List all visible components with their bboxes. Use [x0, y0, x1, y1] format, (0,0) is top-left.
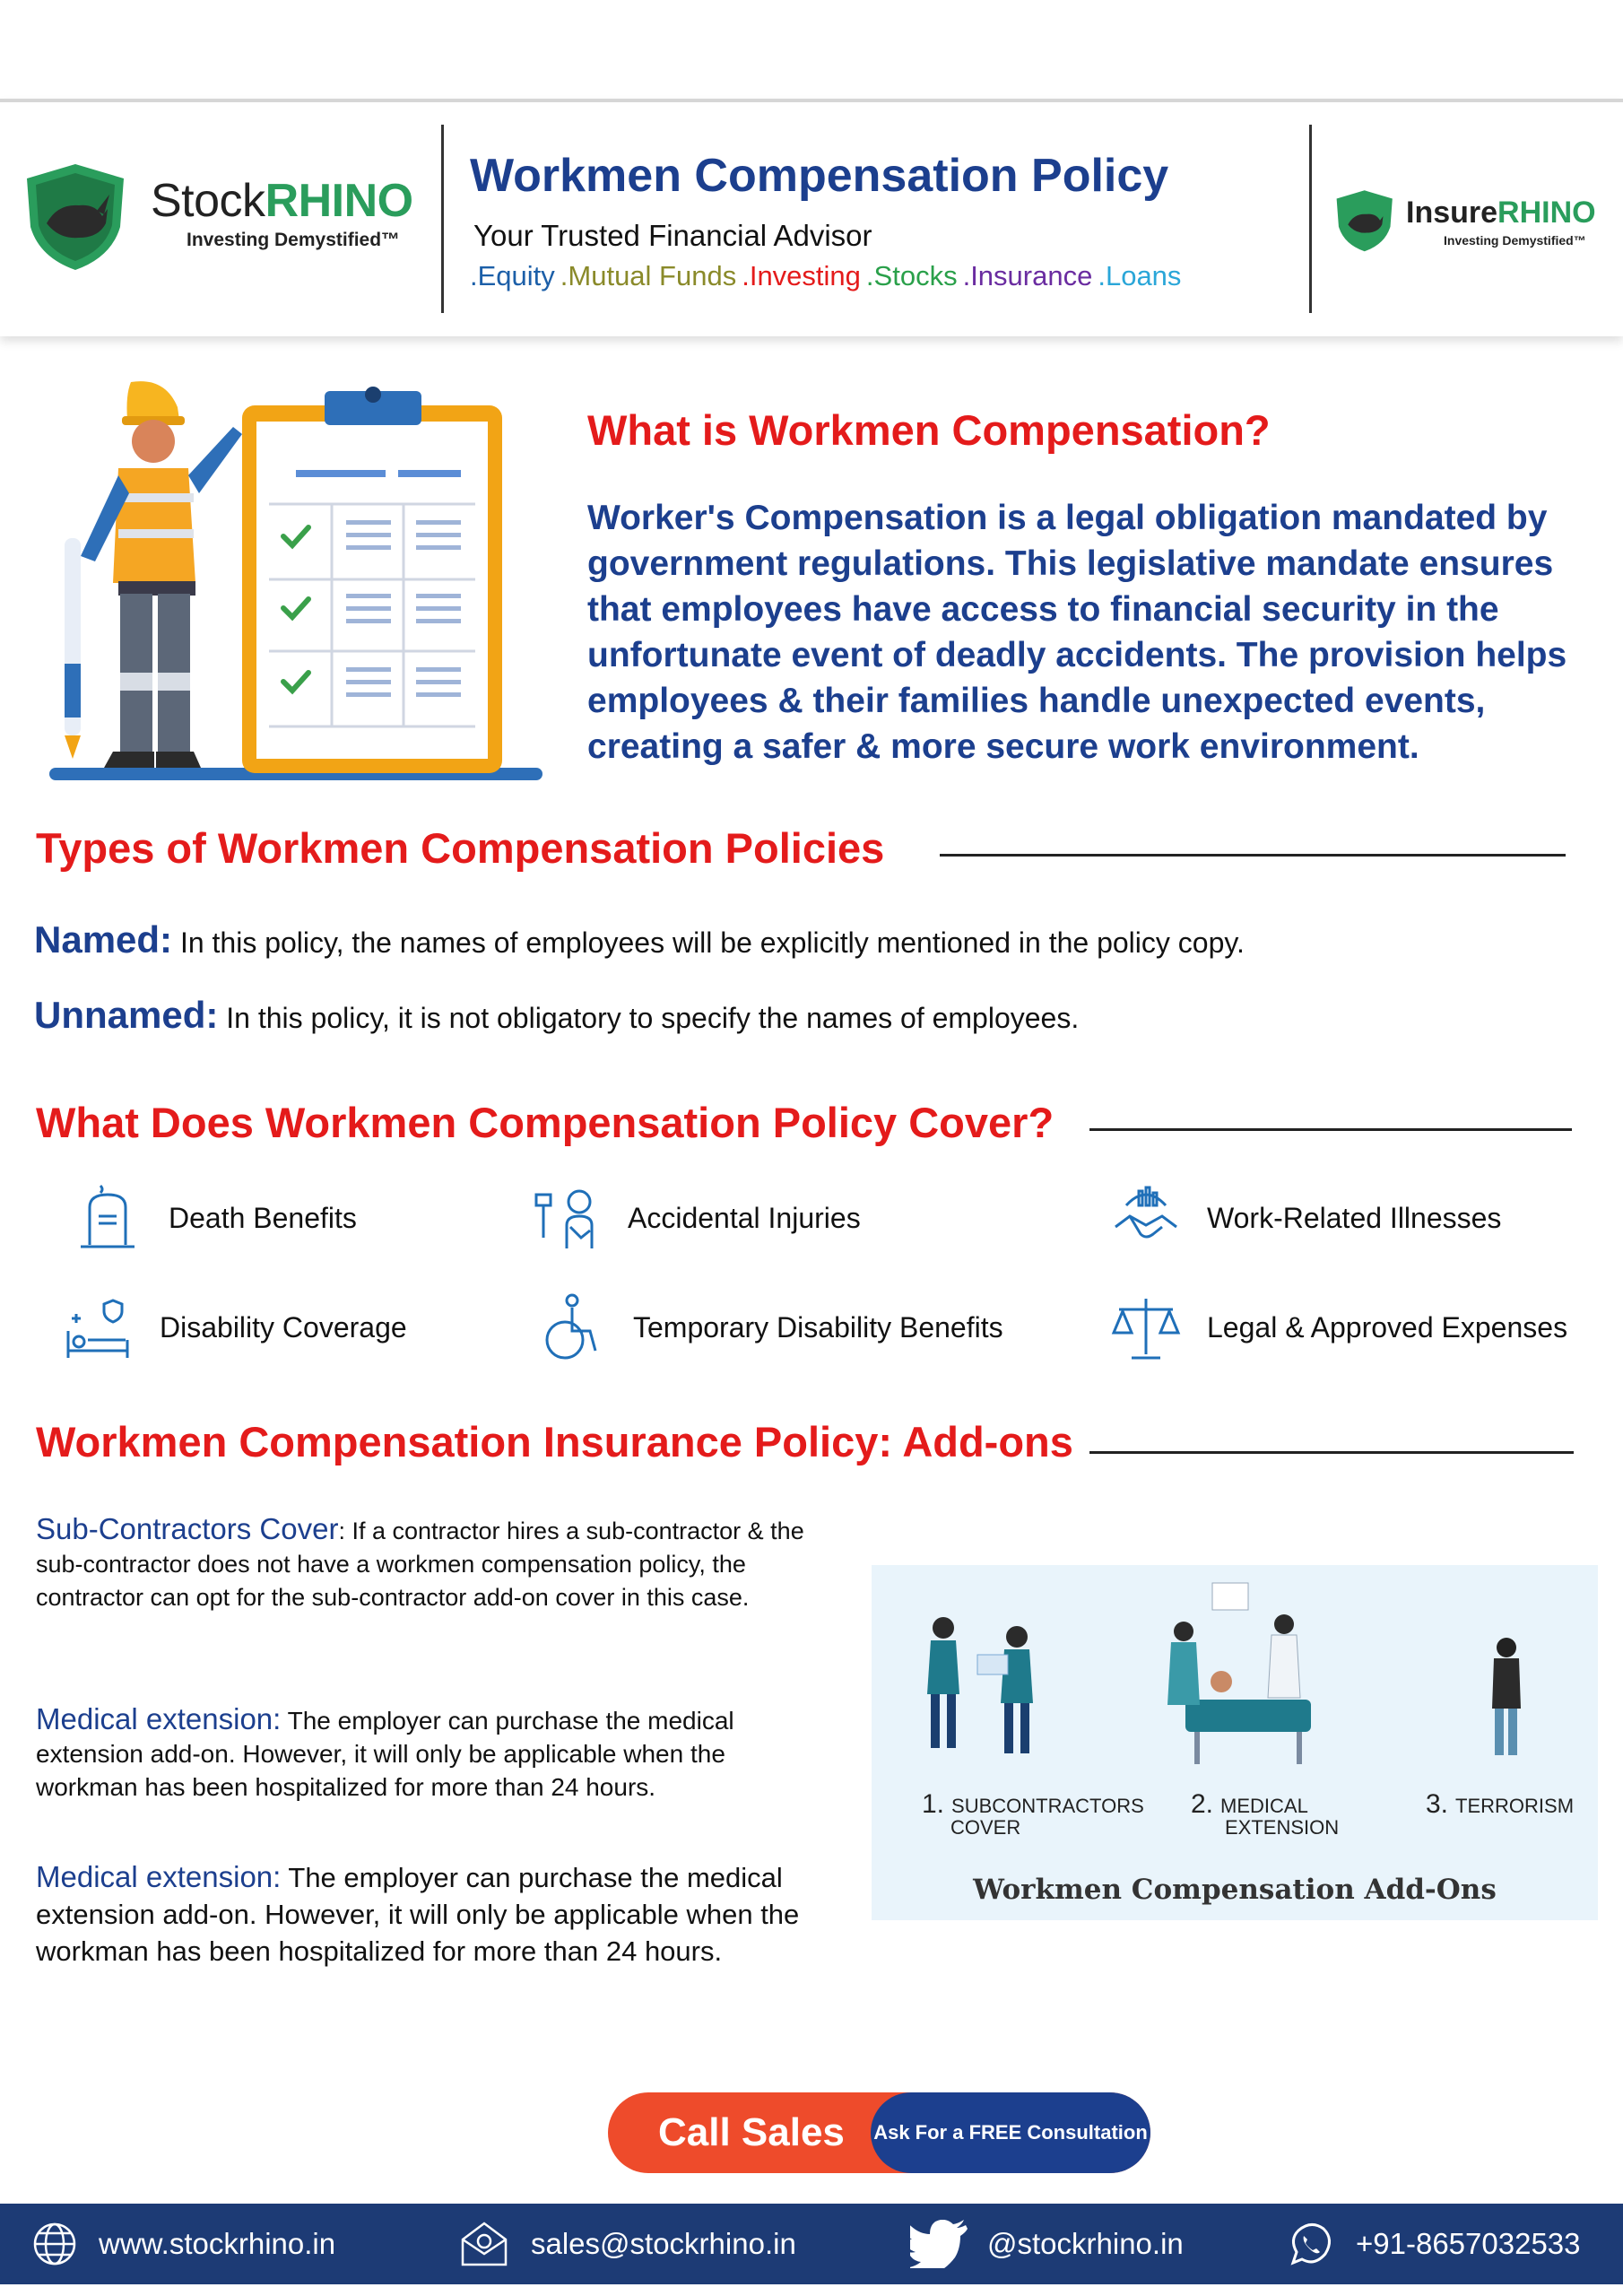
insurerhino-wordmark: InsureRHINO	[1406, 196, 1596, 230]
addons-title: Workmen Compensation Insurance Policy: Add-ons	[36, 1418, 1073, 1465]
addon-heading: Medical extension:	[36, 1860, 282, 1893]
free-consultation-button[interactable]: Ask For a FREE Consultation	[871, 2092, 1150, 2173]
service-links	[470, 260, 1186, 292]
type-unnamed	[34, 994, 1079, 1037]
types-title: Types of Workmen Compensation Policies	[36, 824, 885, 872]
coverage-label: Accidental Injuries	[628, 1201, 861, 1234]
twitter-icon	[910, 2220, 968, 2268]
contact-footer	[0, 2204, 1623, 2284]
addon-caption: 3. TERRORISM	[1426, 1789, 1575, 1819]
service-link-stocks[interactable]: .Stocks	[865, 260, 958, 291]
website-link[interactable]	[30, 2204, 335, 2284]
addon-text: The employer can purchase the medical extension add-on. However, it will only be applicable when the workman has been hospitalized for more than 24 hours.	[36, 1707, 734, 1801]
coverage-label: Work-Related Illnesses	[1207, 1201, 1502, 1234]
type-label: Unnamed:	[34, 994, 219, 1036]
email-link[interactable]	[457, 2204, 796, 2284]
phone-link[interactable]	[1284, 2204, 1581, 2284]
coverage-item	[536, 1292, 1003, 1363]
coverage-item	[531, 1182, 861, 1254]
email-text: sales@stockrhino.in	[531, 2227, 796, 2260]
scales-icon	[1110, 1292, 1182, 1363]
injured-worker-icon	[531, 1182, 603, 1254]
twitter-link[interactable]	[910, 2204, 1184, 2284]
twitter-text: @stockrhino.in	[987, 2227, 1184, 2260]
coverage-item	[1110, 1182, 1501, 1254]
insurerhino-logo	[1332, 188, 1397, 253]
gravestone-icon	[72, 1182, 143, 1254]
addon-caption: 1. SUBCONTRACTORS COVER	[922, 1789, 1144, 1839]
section-rule	[940, 854, 1566, 857]
addon-caption: 2. MEDICAL EXTENSION	[1191, 1789, 1340, 1839]
addons-illustration-title: Workmen Compensation Add-Ons	[973, 1874, 1497, 1906]
page-header	[0, 99, 1623, 336]
header-divider	[1309, 125, 1312, 313]
whatsapp-icon	[1284, 2218, 1336, 2270]
section-rule	[1089, 1451, 1574, 1454]
page-title: Workmen Compensation Policy	[470, 150, 1169, 202]
intro-title: What is Workmen Compensation?	[587, 406, 1271, 454]
addons-illustration	[872, 1565, 1598, 1789]
type-label: Named:	[34, 918, 173, 961]
service-link-loans[interactable]: .Loans	[1098, 260, 1182, 291]
addon-medical-extension	[36, 1702, 816, 1804]
addon-subcontractors	[36, 1512, 825, 1614]
addon-text: The employer can purchase the medical extension add-on. However, it will only be applicable when the workman has been hospitalized for more than 24 hours.	[36, 1862, 800, 1967]
email-icon	[457, 2220, 511, 2268]
header-divider	[441, 125, 444, 313]
globe-icon	[30, 2220, 79, 2268]
stockrhino-logo	[20, 161, 132, 273]
call-sales-button[interactable]	[608, 2092, 1150, 2173]
addon-heading: Sub-Contractors Cover	[36, 1512, 339, 1545]
addon-heading: Medical extension:	[36, 1702, 282, 1735]
wheelchair-icon	[536, 1292, 608, 1363]
type-description: In this policy, the names of employees will be explicitly mentioned in the policy copy.	[172, 926, 1245, 959]
coverage-label: Legal & Approved Expenses	[1207, 1310, 1568, 1344]
service-link-equity[interactable]: .Equity	[470, 260, 555, 291]
addon-medical-extension	[36, 1858, 843, 1970]
service-link-mutual-funds[interactable]: .Mutual Funds	[560, 260, 737, 291]
page-subtitle: Your Trusted Financial Advisor	[473, 219, 872, 252]
addons-illustration-panel	[872, 1565, 1598, 1920]
coverage-label: Disability Coverage	[160, 1310, 407, 1344]
insurerhino-tagline: Investing Demystified™	[1444, 233, 1586, 248]
worker-checklist-illustration	[45, 368, 547, 789]
type-description: In this policy, it is not obligatory to specify the names of employees.	[218, 1002, 1080, 1034]
website-text: www.stockrhino.in	[99, 2227, 336, 2260]
coverage-item	[72, 1182, 357, 1254]
addon-text: : If a contractor hires a sub-contractor & the sub-contractor does not have a workmen compensation policy, the contractor can opt for the sub-contractor add-on cover in this case.	[36, 1518, 804, 1611]
coverage-label: Death Benefits	[169, 1201, 357, 1234]
service-link-investing[interactable]: .Investing	[742, 260, 861, 291]
intro-body: Worker's Compensation is a legal obligation mandated by government regulations. This legislative mandate ensures that employees have access to financial security in the unfortunate event of deadly accidents. The provision helps employees & their families handle unexpected events, creating a safer & more secure work environment.	[587, 499, 1567, 766]
phone-text: +91-8657032533	[1356, 2227, 1581, 2260]
handshake-icon	[1110, 1182, 1182, 1254]
call-sales-label: Call Sales	[658, 2110, 845, 2154]
service-link-insurance[interactable]: .Insurance	[962, 260, 1093, 291]
type-named	[34, 918, 1245, 961]
coverage-item	[1110, 1292, 1567, 1363]
section-rule	[1089, 1128, 1572, 1131]
stockrhino-wordmark: StockRHINO	[151, 175, 413, 227]
coverage-title: What Does Workmen Compensation Policy Cover?	[36, 1099, 1055, 1146]
coverage-item	[63, 1292, 407, 1363]
hospital-bed-icon	[63, 1292, 135, 1363]
stockrhino-tagline: Investing Demystified™	[187, 230, 401, 250]
coverage-label: Temporary Disability Benefits	[633, 1310, 1003, 1344]
